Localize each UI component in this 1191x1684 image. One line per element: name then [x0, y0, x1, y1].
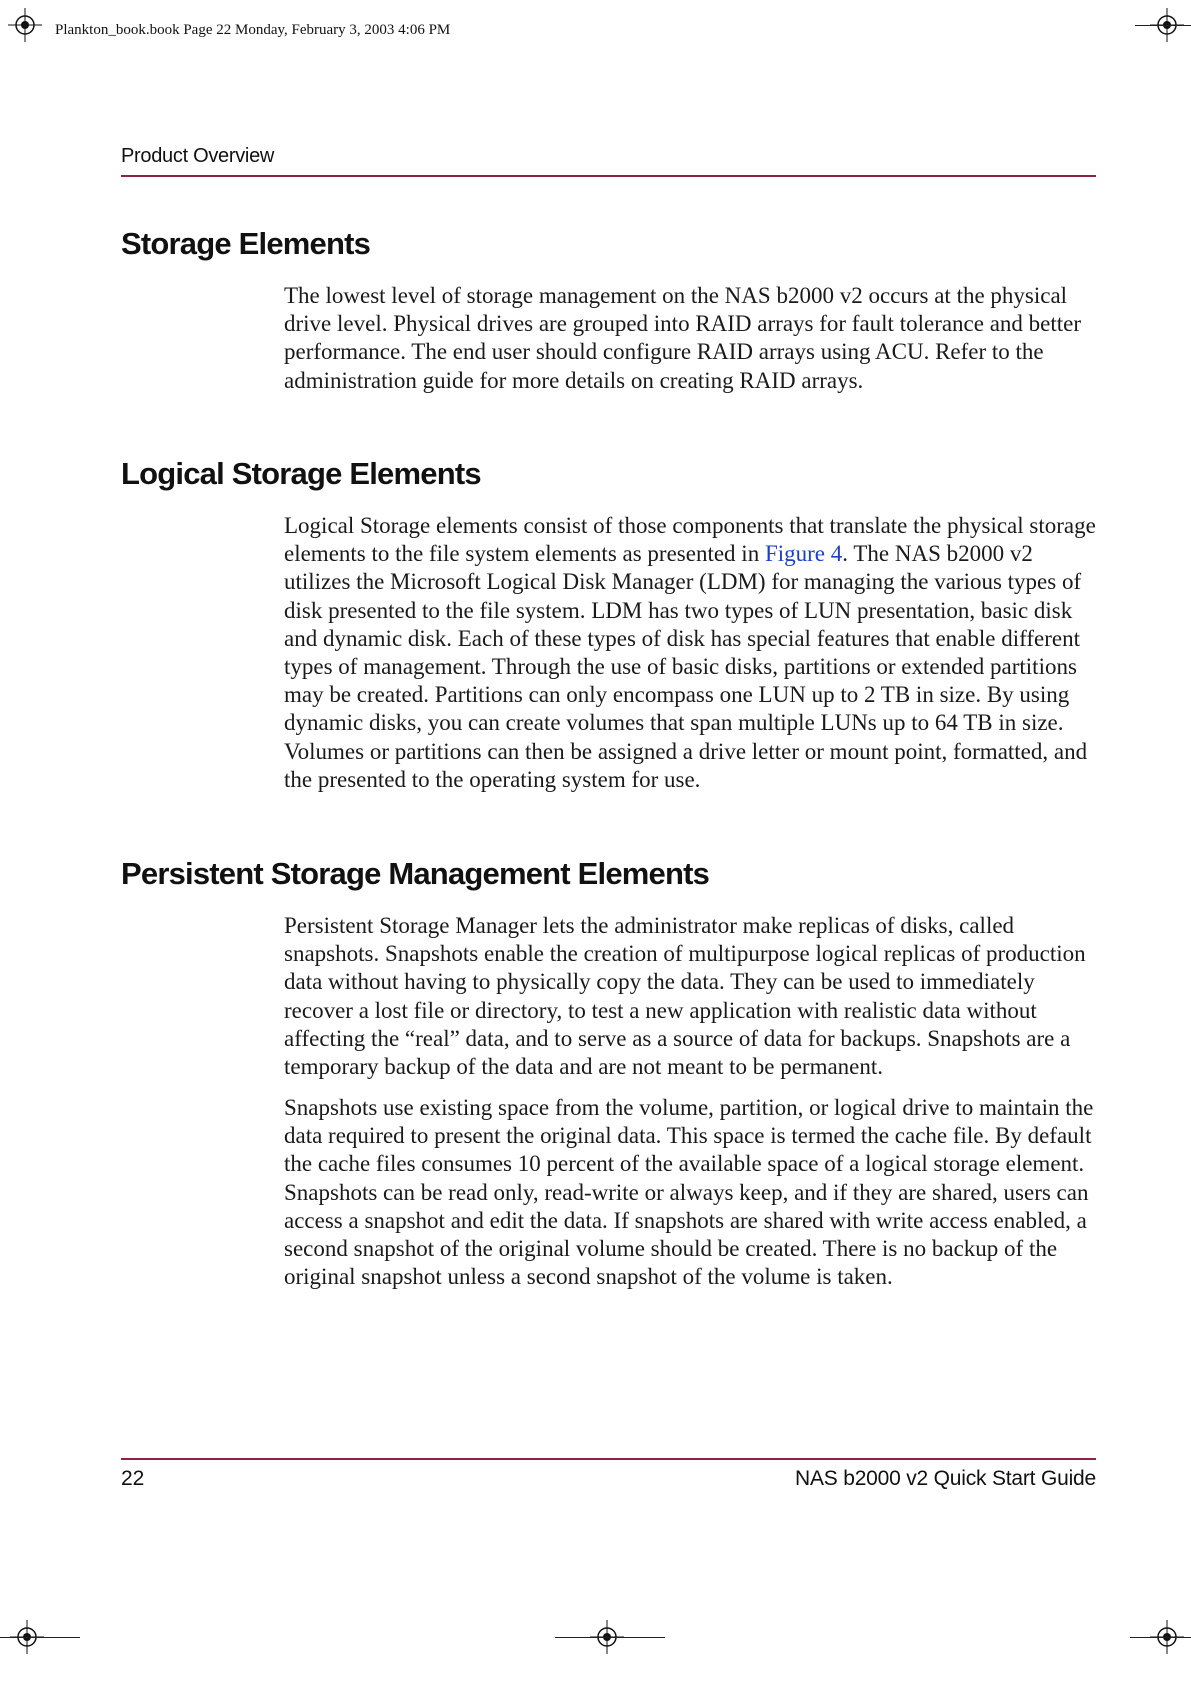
- paragraph-psm-snapshots: Snapshots use existing space from the volume, partition, or logical drive to maintain the data required to present the original data. This space is termed the cache file. By default the cache files consumes 10 percent of the available space of a logical storage element. Snapshots can be read only, read-write or always keep, and if they are shared, users can access a snapshot and edit the data. If snapshots are shared with write access enabled, a second snapshot of the original volume should be created. There is no backup of the original snapshot unless a second snapshot of the volume is taken.: [284, 1095, 1094, 1290]
- footer-book-title: NAS b2000 v2 Quick Start Guide: [795, 1467, 1096, 1490]
- page-number: 22: [121, 1467, 145, 1490]
- header-rule: [121, 175, 1096, 177]
- paragraph-logical-storage-elements: [284, 512, 1100, 794]
- footer-rule: [121, 1458, 1096, 1460]
- crop-tick-bottom-right: [1130, 1637, 1191, 1638]
- paragraph-text-after-link: . The NAS b2000 v2 utilizes the Microsoft Logical Disk Manager (LDM) for managing the various types of disk presented to the file system. LDM has two types of LUN presentation, basic disk and dynamic disk. Each of these types of disk has special features that enable different types of management. Through the use of basic disks, partitions or extended partitions may be created. Partitions can only encompass one LUN up to 2 TB in size. By using dynamic disks, you can create volumes that span multiple LUNs up to 64 TB in size. Volumes or partitions can then be assigned a drive letter or mount point, formatted, and the presented to the operating system for use.: [284, 541, 1088, 792]
- paragraph-storage-elements: The lowest level of storage management on the NAS b2000 v2 occurs at the physical drive level. Physical drives are grouped into RAID arrays for fault tolerance and better performance. The end user should configure RAID arrays using ACU. Refer to the administration guide for more details on creating RAID arrays.: [284, 283, 1082, 393]
- crop-tick-top-right: [1135, 25, 1191, 26]
- heading-storage-elements: Storage Elements: [121, 226, 371, 261]
- paragraph-psm-intro: Persistent Storage Manager lets the administrator make replicas of disks, called snapshots. Snapshots enable the creation of multipurpose logical replicas of production data without having to physically copy the data. They can be used to immediately recover a lost file or directory, to test a new application with realistic data without affecting the “real” data, and to serve as a source of data for backups. Snapshots are a temporary backup of the data and are not meant to be permanent.: [284, 913, 1086, 1080]
- heading-logical-storage-elements: Logical Storage Elements: [121, 456, 481, 491]
- heading-persistent-storage-management-elements: Persistent Storage Management Elements: [121, 856, 710, 891]
- crop-tick-bottom-center: [555, 1637, 665, 1638]
- crop-info-line: Plankton_book.book Page 22 Monday, February 3, 2003 4:06 PM: [55, 22, 451, 38]
- registration-mark-top-left-icon: [8, 8, 42, 42]
- running-header-section: Product Overview: [121, 145, 275, 167]
- paragraph-text-before-link: Logical Storage elements consist of those components that translate the physical storage elements to the file system elements as presented in: [284, 513, 1096, 567]
- figure-4-link[interactable]: Figure 4: [764, 541, 843, 567]
- crop-tick-bottom-left: [0, 1637, 80, 1638]
